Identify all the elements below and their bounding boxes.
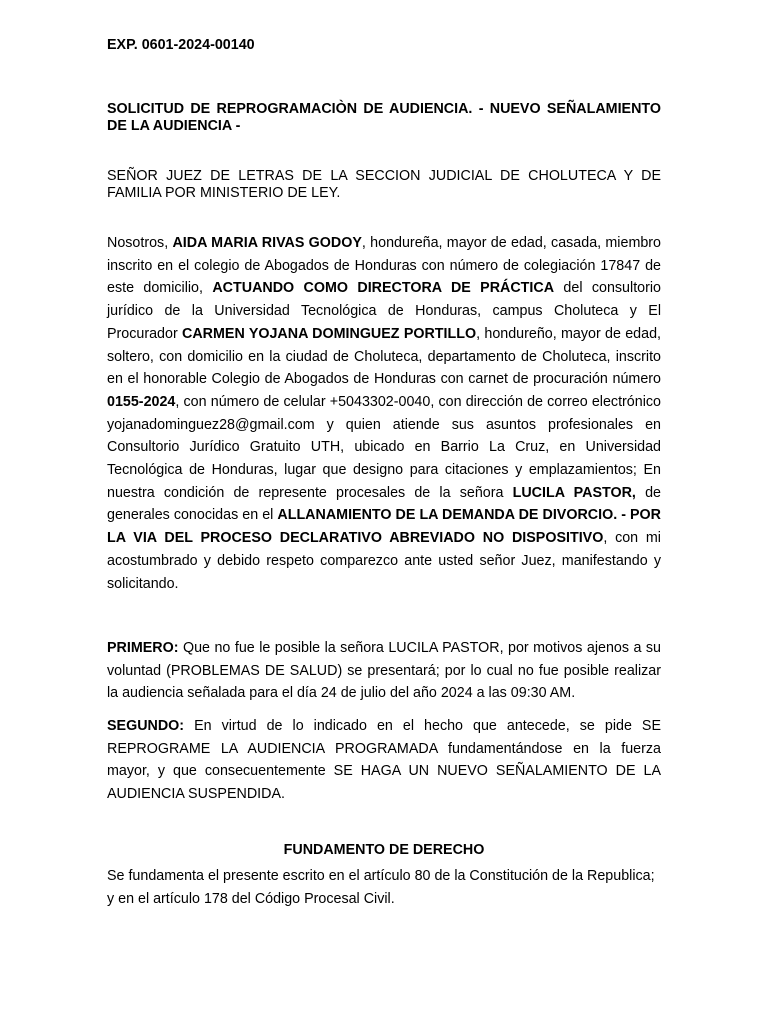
segundo-text: En virtud de lo indicado en el hecho que antecede, se pide SE REPROGRAME LA AUDIENCIA PROGRAMADA fundamentándose en la fuerza mayor, y que consecuentemente SE HAGA UN NUEVO SEÑALAMIENTO DE LA AUDIENCIA SUSPENDIDA. bbox=[107, 718, 661, 803]
intro-text-4: , hondureño, mayor de edad, soltero, con domicilio en la ciudad de Choluteca, departamento de Choluteca, inscrito en el honorable Colegio de Abogados de Honduras con carnet de procuración número bbox=[107, 325, 662, 388]
lawyer-name: AIDA MARIA RIVAS GODOY bbox=[172, 235, 362, 251]
primero-text: Que no fue le posible la señora LUCILA PASTOR, por motivos ajenos a su voluntad (PROBLEMAS DE SALUD) se presentará; por lo cual no fue posible realizar la audiencia señalada para el día 24 de julio del año 2024 a las 09:30 AM. bbox=[107, 640, 661, 702]
intro-text-3: del consultorio jurídico de la Universidad Tecnológica de Honduras, campus Choluteca y El Procurador bbox=[107, 280, 662, 342]
fundamento-text: Se fundamenta el presente escrito en el artículo 80 de la Constitución de la Republica; y en el artículo 178 del Código Procesal Civil. bbox=[107, 868, 655, 907]
process-name: ALLANAMIENTO DE LA DEMANDA DE DIVORCIO. - POR LA VIA DEL PROCESO DECLARATIVO ABREVIADO NO DISPOSITIVO bbox=[107, 507, 662, 547]
segundo-paragraph bbox=[107, 715, 661, 806]
client-name: LUCILA PASTOR, bbox=[512, 484, 636, 501]
intro-text-1: Nosotros, bbox=[107, 235, 173, 251]
intro-text-5: , con número de celular +5043302-0040, con dirección de correo electrónico yojanadominguez28@gmail.com y quien atiende sus asuntos profesionales en Consultorio Jurídico Gratuito UTH, ubicado en Barrio La Cruz, en Universidad Tecnológica de Honduras, lugar que designo para citaciones y emplazamientos; En nuestra condición de represente procesales de la señora bbox=[107, 393, 661, 501]
role-title: ACTUANDO COMO DIRECTORA DE PRÁCTICA bbox=[212, 280, 555, 297]
intro-paragraph bbox=[107, 232, 661, 595]
fundamento-title: FUNDAMENTO DE DERECHO bbox=[283, 842, 485, 858]
procurator-name: CARMEN YOJANA DOMINGUEZ PORTILLO bbox=[182, 325, 477, 342]
segundo-label: SEGUNDO: bbox=[107, 718, 185, 734]
intro-text-6: de generales conocidas en el bbox=[107, 484, 661, 524]
primero-paragraph bbox=[107, 637, 661, 705]
case-number: EXP. 0601-2024-00140 bbox=[107, 37, 255, 53]
intro-text-7: , con mi acostumbrado y debido respeto comparezco ante usted señor Juez, manifestando y solicitando. bbox=[107, 530, 661, 592]
addressee: SEÑOR JUEZ DE LETRAS DE LA SECCION JUDICIAL DE CHOLUTECA Y DE FAMILIA POR MINISTERIO DE LEY. bbox=[107, 168, 661, 201]
primero-label: PRIMERO: bbox=[107, 640, 179, 656]
procurator-card-number: 0155-2024 bbox=[107, 393, 176, 410]
intro-text-2: , hondureña, mayor de edad, casada, miembro inscrito en el colegio de Abogados de Honduras con número de colegiación 17847 de este domicilio, bbox=[107, 235, 662, 297]
document-subject: SOLICITUD DE REPROGRAMACIÒN DE AUDIENCIA. - NUEVO SEÑALAMIENTO DE LA AUDIENCIA - bbox=[107, 101, 661, 134]
